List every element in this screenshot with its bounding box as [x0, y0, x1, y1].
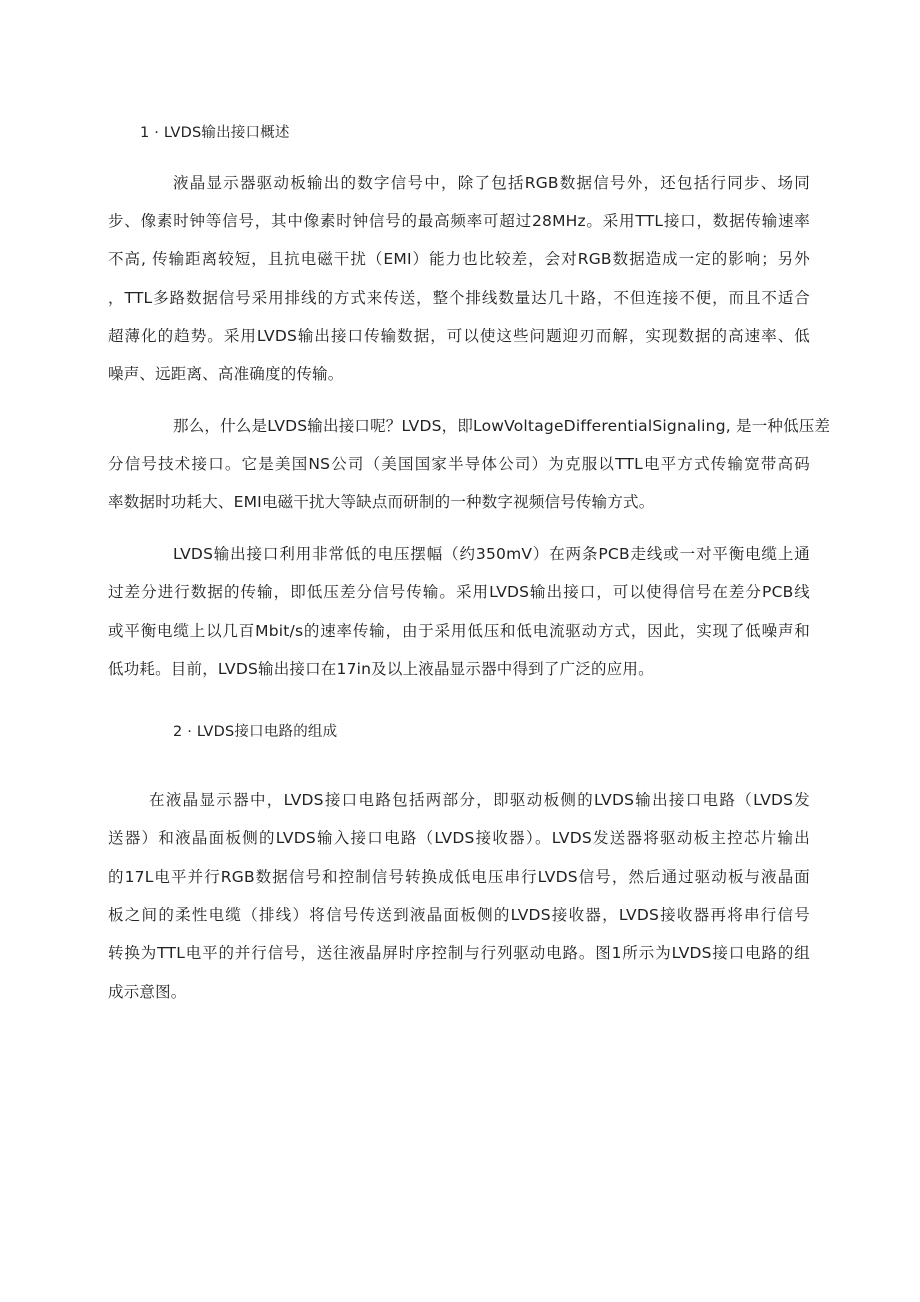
paragraph-line: 在液晶显示器中，LVDS接口电路包括两部分，即驱动板侧的LVDS输出接口电路（LVDS发	[149, 791, 810, 809]
paragraph-line: ，TTL多路数据信号采用排线的方式来传送，整个排线数量达几十路，不但连接不便，而且不适合	[108, 289, 810, 307]
paragraph-line: 过差分进行数据的传输，即低压差分信号传输。采用LVDS输出接口，可以使得信号在差分PCB线	[108, 583, 810, 601]
paragraph-line: 或平衡电缆上以几百Mbit/s的速率传输，由于采用低压和低电流驱动方式，因此，实现了低噪声和	[108, 622, 810, 640]
paragraph-line: 板之间的柔性电缆（排线）将信号传送到液晶面板侧的LVDS接收器，LVDS接收器再将串行信号	[108, 906, 810, 924]
paragraph-line: 步、像素时钟等信号，其中像素时钟信号的最高频率可超过28MHz。采用TTL接口，数据传输速率	[108, 212, 810, 230]
paragraph-line: 转换为TTL电平的并行信号，送往液晶屏时序控制与行列驱动电路。图1所示为LVDS接口电路的组	[108, 944, 810, 962]
paragraph-line: 液晶显示器驱动板输出的数字信号中，除了包括RGB数据信号外，还包括行同步、场同	[173, 174, 810, 192]
paragraph-line: 超薄化的趋势。采用LVDS输出接口传输数据，可以使这些问题迎刃而解，实现数据的高速率、低	[108, 327, 810, 345]
section-2-heading: 2 · LVDS接口电路的组成	[173, 724, 338, 740]
paragraph-line: 不高, 传输距离较短，且抗电磁干扰（EMI）能力也比较差，会对RGB数据造成一定的影响；另外	[108, 250, 810, 268]
paragraph-line: 率数据时功耗大、EMI电磁干扰大等缺点而研制的一种数字视频信号传输方式。	[108, 493, 655, 511]
section-1-heading: 1 · LVDS输出接口概述	[140, 125, 290, 141]
paragraph-line: 那么，什么是LVDS输出接口呢？LVDS，即LowVoltageDifferentialSignaling, 是一种低压差	[173, 417, 831, 435]
paragraph-line: 成示意图。	[108, 983, 187, 1001]
paragraph-line: 送器）和液晶面板侧的LVDS输入接口电路（LVDS接收器）。LVDS发送器将驱动板主控芯片输出	[108, 829, 810, 847]
paragraph-line: 低功耗。目前，LVDS输出接口在17in及以上液晶显示器中得到了广泛的应用。	[108, 660, 654, 678]
paragraph-line: 分信号技术接口。它是美国NS公司（美国国家半导体公司）为克服以TTL电平方式传输宽带高码	[108, 455, 810, 473]
paragraph-line: 的17L电平并行RGB数据信号和控制信号转换成低电压串行LVDS信号，然后通过驱动板与液晶面	[108, 868, 810, 886]
paragraph-line: 噪声、远距离、高准确度的传输。	[108, 365, 344, 383]
paragraph-line: LVDS输出接口利用非常低的电压摆幅（约350mV）在两条PCB走线或一对平衡电缆上通	[173, 545, 810, 563]
